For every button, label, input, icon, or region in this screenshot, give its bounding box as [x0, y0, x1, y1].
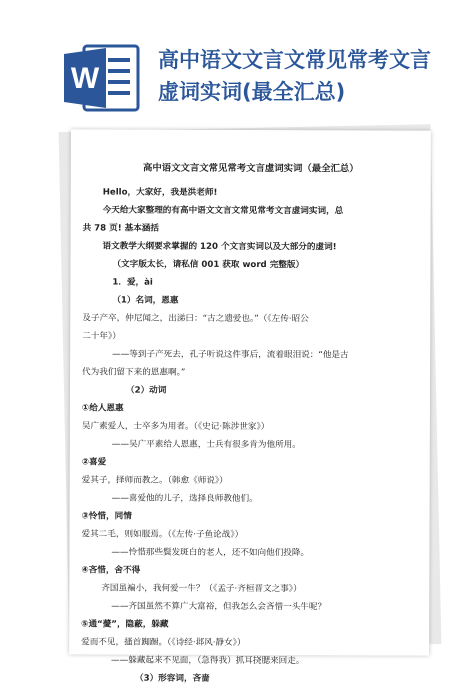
doc-line: Hello，大家好，我是洪老师!: [102, 187, 218, 198]
doc-line: ③怜惜，同情: [81, 511, 132, 522]
doc-line: 爱而不见，搔首踟蹰。（《诗经·邶风·静女》）: [81, 637, 246, 648]
document-content: [81, 159, 419, 688]
doc-line: （1）名词，恩惠: [112, 295, 179, 306]
doc-line: ——躲藏起来不见面，（急得我）抓耳挠腮来回走。: [111, 655, 305, 667]
doc-line: （文字版太长，请私信 001 获取 word 完整版）: [112, 259, 305, 271]
document-page: [69, 129, 431, 684]
doc-line: （3）形容词，吝啬: [134, 673, 210, 684]
doc-line: 今天给大家整理的有高中语文文言文常见常考文言虚词实词，总: [102, 205, 344, 217]
doc-line: 及子产卒，仲尼闻之，出涕曰：“古之遗爱也。”（《左传·昭公: [82, 313, 309, 325]
doc-line: ④吝惜，舍不得: [81, 565, 141, 576]
doc-line: ——齐国虽然不算广大富裕，但我怎么会吝惜一头牛呢？: [111, 601, 327, 613]
banner-title-line-2: 虚词实词(最全汇总): [158, 80, 346, 104]
banner-title: [158, 44, 458, 108]
doc-line: 二十年》）: [82, 331, 121, 342]
doc-line: 代为我们留下来的恩惠啊。”: [82, 367, 186, 378]
doc-line: 爱其子，择师而教之。（韩愈《师说》）: [81, 475, 228, 486]
word-icon-letter: W: [70, 62, 100, 95]
doc-line: 1．爱，ài: [112, 277, 153, 288]
doc-line: ——吴广平素给人恩惠，士兵有很多肯为他所用。: [111, 439, 301, 451]
doc-line: ——等到子产死去，孔子听说这件事后，流着眼泪说：“他是古: [112, 349, 349, 361]
word-icon: [62, 44, 140, 112]
doc-line: 吴广素爱人，士卒多为用者。（《史记·陈涉世家》）: [81, 421, 270, 433]
header-banner: [0, 0, 474, 130]
doc-line: 语文教学大纲要求掌握的 120 个文言实词以及大部分的虚词!: [102, 241, 337, 253]
doc-line: （2）动词: [125, 385, 167, 396]
doc-line: 齐国虽褊小，我何爱一牛？（《孟子·齐桓晋文之事》）: [101, 583, 302, 595]
doc-line: ①给人恩惠: [81, 403, 124, 414]
doc-line: ②喜爱: [81, 457, 107, 468]
document-title: 高中语文文言文常见常考文言虚词实词（最全汇总）: [142, 162, 359, 175]
doc-line: ——怜惜那些鬓发斑白的老人，还不如向他们投降。: [111, 547, 310, 559]
doc-line: 爱其二毛，则如服焉。（《左传·子鱼论战》）: [81, 529, 244, 540]
doc-line: 共 78 页! 基本涵括: [82, 223, 160, 234]
banner-title-line-1: 高中语文文言文常见常考文言: [158, 48, 431, 72]
doc-line: ——喜爱他的儿子，选择良师教他们。: [111, 493, 258, 505]
doc-line: ⑤通“薆”，隐蔽，躲藏: [81, 619, 169, 630]
